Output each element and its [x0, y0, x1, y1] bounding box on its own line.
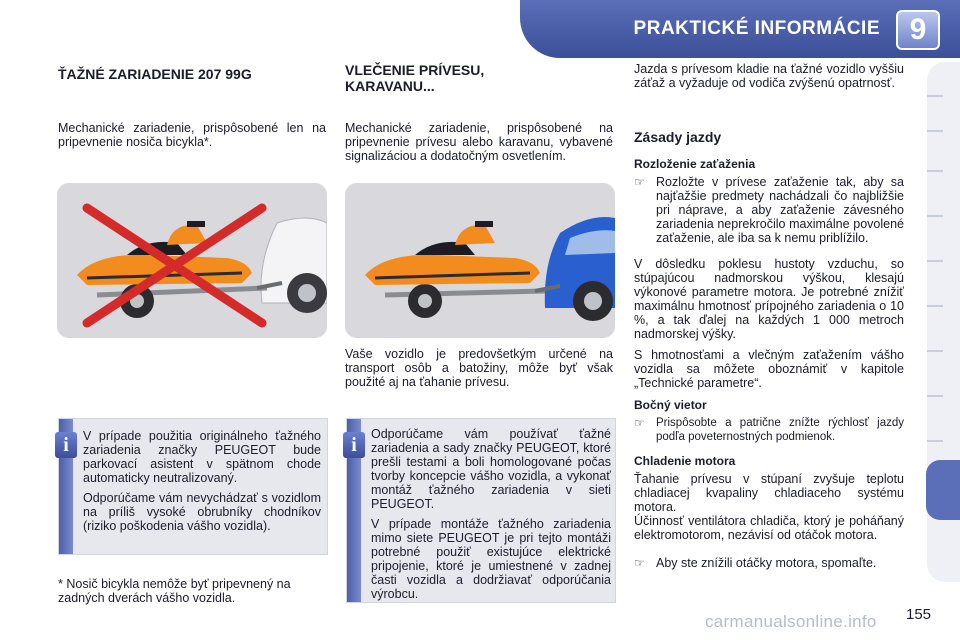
pointing-hand-icon: ☞	[634, 556, 645, 570]
driving-rules-title: Zásady jazdy	[634, 129, 722, 145]
chapter-tab-tick	[927, 260, 943, 262]
side-wind-text: Prispôsobte a patrične znížte rýchlosť jazdy podľa poveternostných podmienok.	[656, 417, 904, 443]
bike-rack-illustration	[57, 183, 327, 338]
chapter-tab-tick	[927, 215, 943, 217]
chapter-tab-tick	[927, 395, 943, 397]
load-distribution-bullet	[634, 175, 904, 245]
engine-cooling-text-2: Účinnosť ventilátora chladiča, ktorý je poháňaný elektromotorom, nezávisí od otáčok motora.	[634, 514, 904, 542]
towing-info-text	[371, 427, 611, 601]
side-wind-heading: Bočný vietor	[634, 398, 707, 412]
watermark: carmanualsonline.info	[705, 612, 877, 631]
towbar-info-paragraph: V prípade použitia originálneho ťažného zariadenia značky PEUGEOT bude parkovací asistent v spätnom chode automaticky neutralizovaný.	[83, 429, 321, 485]
pointing-hand-icon: ☞	[634, 416, 645, 430]
caravan-towing-illustration	[345, 183, 615, 338]
chapter-tab-tick	[927, 305, 943, 307]
side-wind-bullet	[634, 416, 904, 444]
page-title: PRAKTICKÉ INFORMÁCIE	[633, 18, 880, 39]
info-icon: i	[343, 432, 365, 458]
towing-info-paragraph: Odporúčame vám používať ťažné zariadenia a sady značky PEUGEOT, ktoré prešli testami a boli homologované počas tvorby koncepcie vášho vozidla, a vykonať montáž ťažného zariadenia v sieti PEUGEOT.	[371, 427, 611, 511]
towing-info-box	[346, 418, 616, 603]
chapter-tab-tick	[927, 350, 943, 352]
towing-intro: Mechanické zariadenie, prispôsobené na pripevnenie prívesu alebo karavanu, vybavené signalizáciou a dodatočným osvetlením.	[345, 121, 613, 163]
towing-heading: VLEČENIE PRÍVESU, KARAVANU...	[345, 62, 485, 94]
towbar-intro: Mechanické zariadenie, prispôsobené len na pripevnenie nosiča bicykla*.	[58, 121, 326, 149]
engine-cooling-heading: Chladenie motora	[634, 454, 736, 468]
chapter-tab-active[interactable]	[926, 460, 960, 520]
page-number: 155	[906, 606, 932, 623]
towing-info-paragraph: V prípade montáže ťažného zariadenia mimo siete PEUGEOT je pri tejto montáži potrebné použiť existujúce elektrické pripojenie, ktoré je umiestnené v zadnej časti vozidla a dodržiavať odporúčania výrobcu.	[371, 517, 611, 601]
towing-purpose-text: Vaše vozidlo je predovšetkým určené na transport osôb a batožiny, môže byť však použité aj na ťahanie prívesu.	[345, 347, 613, 389]
chapter-tab-tick	[927, 170, 943, 172]
air-density-text: V dôsledku poklesu hustoty vzduchu, so stúpajúcou nadmorskou výškou, klesajú výkonové parametre motora. Je potrebné znížiť maximálnu hmotnosť prípojného zariadenia o 10 %, a tak ďalej na každých 1 000 metroch nadmorskej výšky.	[634, 257, 904, 341]
chapter-tab-tick	[927, 440, 943, 442]
chapter-tab-tick	[927, 130, 943, 132]
chapter-badge: 9	[896, 10, 940, 50]
load-distribution-text: Rozložte v prívese zaťaženie tak, aby sa najťažšie predmety nachádzali čo najbližšie pri náprave, a aby zaťaženie závesného zariadenia neprekročilo maximálne povolené zaťaženie, ale iba sa k nemu priblížilo.	[656, 175, 904, 245]
pointing-hand-icon: ☞	[634, 175, 645, 189]
engine-cooling-bullet	[634, 556, 904, 570]
load-distribution-heading: Rozloženie zaťaženia	[634, 157, 756, 171]
info-icon: i	[55, 432, 77, 458]
engine-cooling-bullet-text: Aby ste znížili otáčky motora, spomaľte.	[656, 556, 877, 570]
bike-rack-footnote: * Nosič bicykla nemôže byť pripevnený na zadných dverách vášho vozidla.	[58, 577, 291, 605]
trailer-driving-intro: Jazda s prívesom kladie na ťažné vozidlo vyššiu záťaž a vyžaduje od vodiča zvýšenú opatrnosť.	[634, 62, 904, 90]
towbar-info-box	[58, 418, 328, 555]
engine-cooling-text-1: Ťahanie prívesu v stúpaní zvyšuje teplotu chladiacej kvapaliny chladiaceho systému motora.	[634, 472, 904, 514]
weights-reference-text: S hmotnosťami a vlečným zaťažením vášho vozidla sa môžete oboznámiť v kapitole „Technické parametre“.	[634, 348, 904, 390]
chapter-tab-tick	[927, 95, 943, 97]
towbar-heading: ŤAŽNÉ ZARIADENIE 207 99G	[58, 66, 252, 82]
towbar-info-paragraph: Odporúčame vám nevychádzať s vozidlom na príliš vysoké obrubníky chodníkov (riziko poškodenia vášho vozidla).	[83, 491, 321, 533]
towbar-info-text	[83, 429, 321, 533]
